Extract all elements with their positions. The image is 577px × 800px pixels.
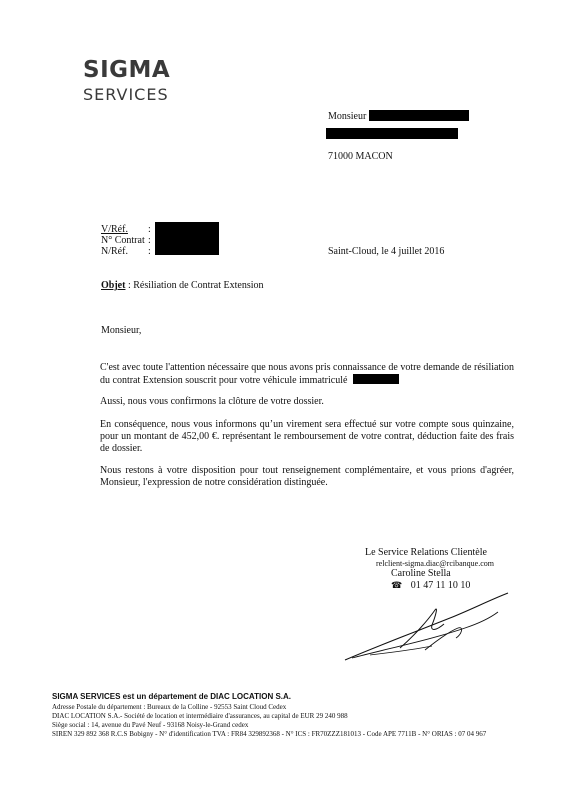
vref-label: V/Réf. [101, 224, 128, 235]
body-paragraph-1-text: C'est avec toute l'attention nécessaire que nous avons pris connaissance de votre demande de résiliation du contrat Extension souscrit pour votre véhicule immatriculé [100, 362, 514, 386]
greeting: Monsieur, [101, 325, 142, 336]
body-paragraph-4: Nous restons à votre disposition pour tout renseignement complémentaire, et vous prions d'agréer, Monsieur, l'expression de notre considération distinguée. [100, 465, 514, 488]
signature-name: Caroline Stella [391, 568, 451, 579]
recipient-city: 71000 MACON [328, 151, 393, 162]
footer-line-2: DIAC LOCATION S.A.- Société de location et intermédiaire d'assurances, au capital de EUR 29 240 988 [52, 712, 348, 720]
footer-line-3: Siège social : 14, avenue du Pavé Neuf - 93168 Noisy-le-Grand cedex [52, 721, 249, 729]
footer-line-4: SIREN 329 892 368 R.C.S Bobigny - N° d'identification TVA : FR84 329892368 - N° ICS : FR70ZZZ181013 - Code APE 7711B - N° ORIAS : 07 04 967 [52, 730, 487, 738]
contract-colon: : [148, 235, 151, 246]
body-paragraph-3: En conséquence, nous vous informons qu’un virement sera effectué sur votre compte sous quinzaine, pour un montant de 452,00 €. représentant le remboursement de votre contrat, déduction faite des frais de dossier. [100, 419, 514, 454]
recipient-salutation: Monsieur [328, 111, 367, 122]
footer-line-1: Adresse Postale du département : Bureaux de la Colline - 92553 Saint Cloud Cedex [52, 703, 287, 711]
nref-label: N/Réf. [101, 246, 128, 257]
subject-line [101, 280, 264, 292]
nref-colon: : [148, 246, 151, 257]
subject-separator: : [125, 280, 134, 291]
company-logo-services: SERVICES [83, 85, 169, 104]
signature-email: relclient-sigma.diac@rcibanque.com [376, 559, 494, 568]
telephone-icon: ☎ [391, 581, 403, 591]
signature-service: Le Service Relations Clientèle [365, 547, 487, 558]
redacted-recipient-address [326, 128, 458, 139]
redacted-references [155, 222, 219, 255]
footer-heading: SIGMA SERVICES est un département de DIAC LOCATION S.A. [52, 692, 291, 701]
body-paragraph-2: Aussi, nous vous confirmons la clôture de votre dossier. [100, 396, 324, 407]
vref-colon: : [148, 224, 151, 235]
place-date: Saint-Cloud, le 4 juillet 2016 [328, 246, 445, 257]
subject-text: Résiliation de Contrat Extension [133, 280, 264, 291]
body-paragraph-1 [100, 362, 514, 387]
signature-phone: 01 47 11 10 10 [410, 580, 471, 591]
redacted-recipient-name [369, 110, 469, 121]
redacted-registration [353, 374, 399, 384]
contract-label: N° Contrat [101, 235, 145, 246]
handwritten-signature [340, 590, 520, 665]
company-logo-sigma: SIGMA [83, 57, 171, 83]
subject-label: Objet [101, 280, 126, 291]
